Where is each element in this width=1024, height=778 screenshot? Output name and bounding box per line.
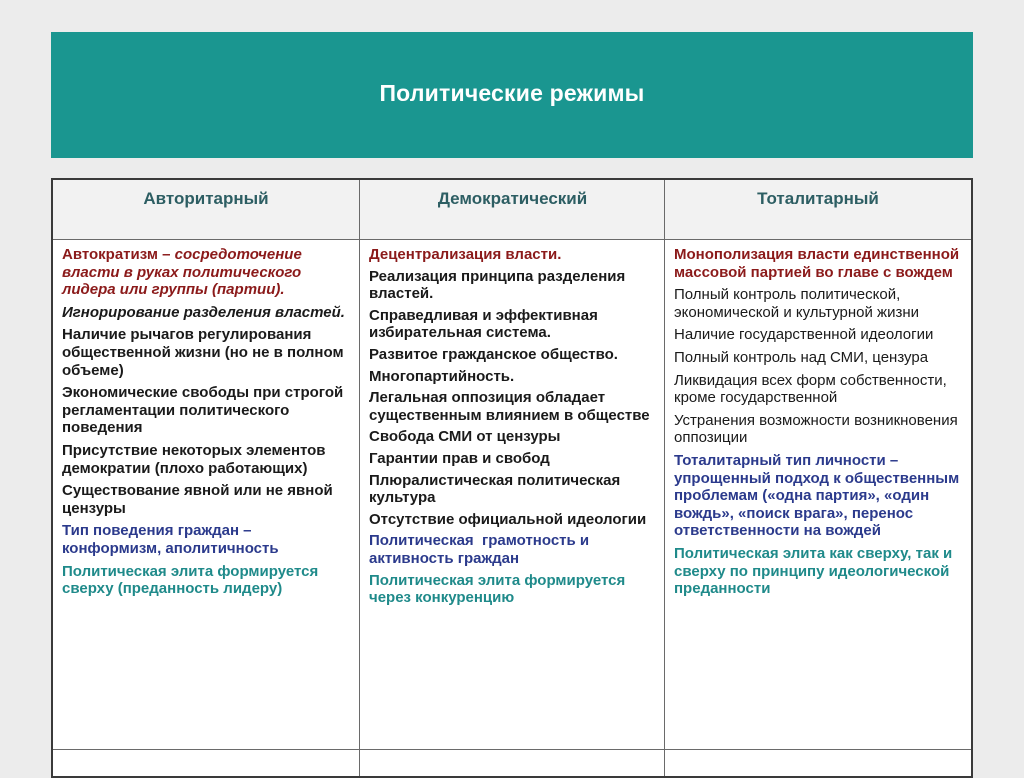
- list-item: Развитое гражданское общество.: [369, 345, 618, 363]
- list-item: Отсутствие официальной идеологии: [369, 510, 647, 528]
- title-banner: [51, 32, 973, 158]
- list-item: Ликвидация всех форм собственности, кроме государственной: [674, 371, 947, 407]
- list-item: Плюралистическая политическая культура: [369, 471, 621, 507]
- list-item: Полный контроль политической, экономической и культурной жизни: [674, 286, 920, 321]
- list-item: Игнорирование разделения властей.: [62, 303, 345, 321]
- list-item: Децентрализация власти.: [369, 246, 562, 263]
- list-item: Наличие рычагов регулирования общественной жизни (но не в полном объеме): [62, 326, 344, 379]
- comparison-table: [51, 178, 973, 778]
- list-item: Справедливая и эффективная избирательная система.: [369, 306, 598, 342]
- list-item: Реализация принципа разделения властей.: [369, 267, 626, 303]
- list-item: Гарантии прав и свобод: [369, 449, 550, 467]
- column-divider: [664, 180, 665, 239]
- authoritarian-cell: [53, 240, 359, 749]
- table-header-row: [53, 180, 971, 240]
- list-item: Тип поведения граждан – конформизм, аполитичность: [62, 522, 279, 557]
- column-divider: [664, 750, 665, 778]
- column-divider: [359, 180, 360, 239]
- list-item: Тоталитарный тип личности – упрощенный подход к общественным проблемам («одна партия», «один вождь», «поиск врага», перенос ответственности на вождей: [674, 451, 960, 540]
- list-item: Монополизация власти единственной массовой партией во главе с вождем: [674, 246, 960, 281]
- table-body-row: [53, 240, 971, 750]
- list-item: Многопартийность.: [369, 367, 515, 385]
- list-item: Присутствие некоторых элементов демократии (плохо работающих): [62, 441, 326, 477]
- list-item: Легальная оппозиция обладает существенным влиянием в обществе: [369, 389, 650, 424]
- page-title: Политические режимы: [379, 79, 645, 106]
- list-item: Экономические свободы при строгой регламентации политического поведения: [62, 384, 344, 437]
- totalitarian-cell: [665, 240, 971, 749]
- list-item: Политическая элита формируется сверху (преданность лидеру): [62, 562, 319, 598]
- column-divider: [359, 750, 360, 778]
- list-item: Политическая элита формируется через конкуренцию: [369, 571, 626, 607]
- header-totalitarian: Тоталитарный: [757, 189, 879, 208]
- item-lead: Автократизм –: [62, 246, 175, 263]
- democratic-cell: [360, 240, 665, 749]
- list-item: Существование явной или не явной цензуры: [62, 482, 333, 517]
- list-item: Политическая грамотность и активность граждан: [369, 532, 594, 567]
- list-item: Устранения возможности возникновения оппозиции: [674, 411, 958, 447]
- header-authoritarian: Авторитарный: [143, 189, 269, 208]
- list-item: Свобода СМИ от цензуры: [369, 428, 561, 446]
- list-item: Полный контроль над СМИ, цензура: [674, 348, 929, 366]
- list-item: Политическая элита как сверху, так и сверху по принципу идеологической преданности: [674, 544, 953, 598]
- item-rest: сосредоточение власти в руках политического лидера или группы (партии).: [62, 246, 302, 299]
- header-democratic: Демократический: [437, 189, 588, 208]
- list-item: Наличие государственной идеологии: [674, 326, 934, 344]
- list-item: [62, 246, 351, 299]
